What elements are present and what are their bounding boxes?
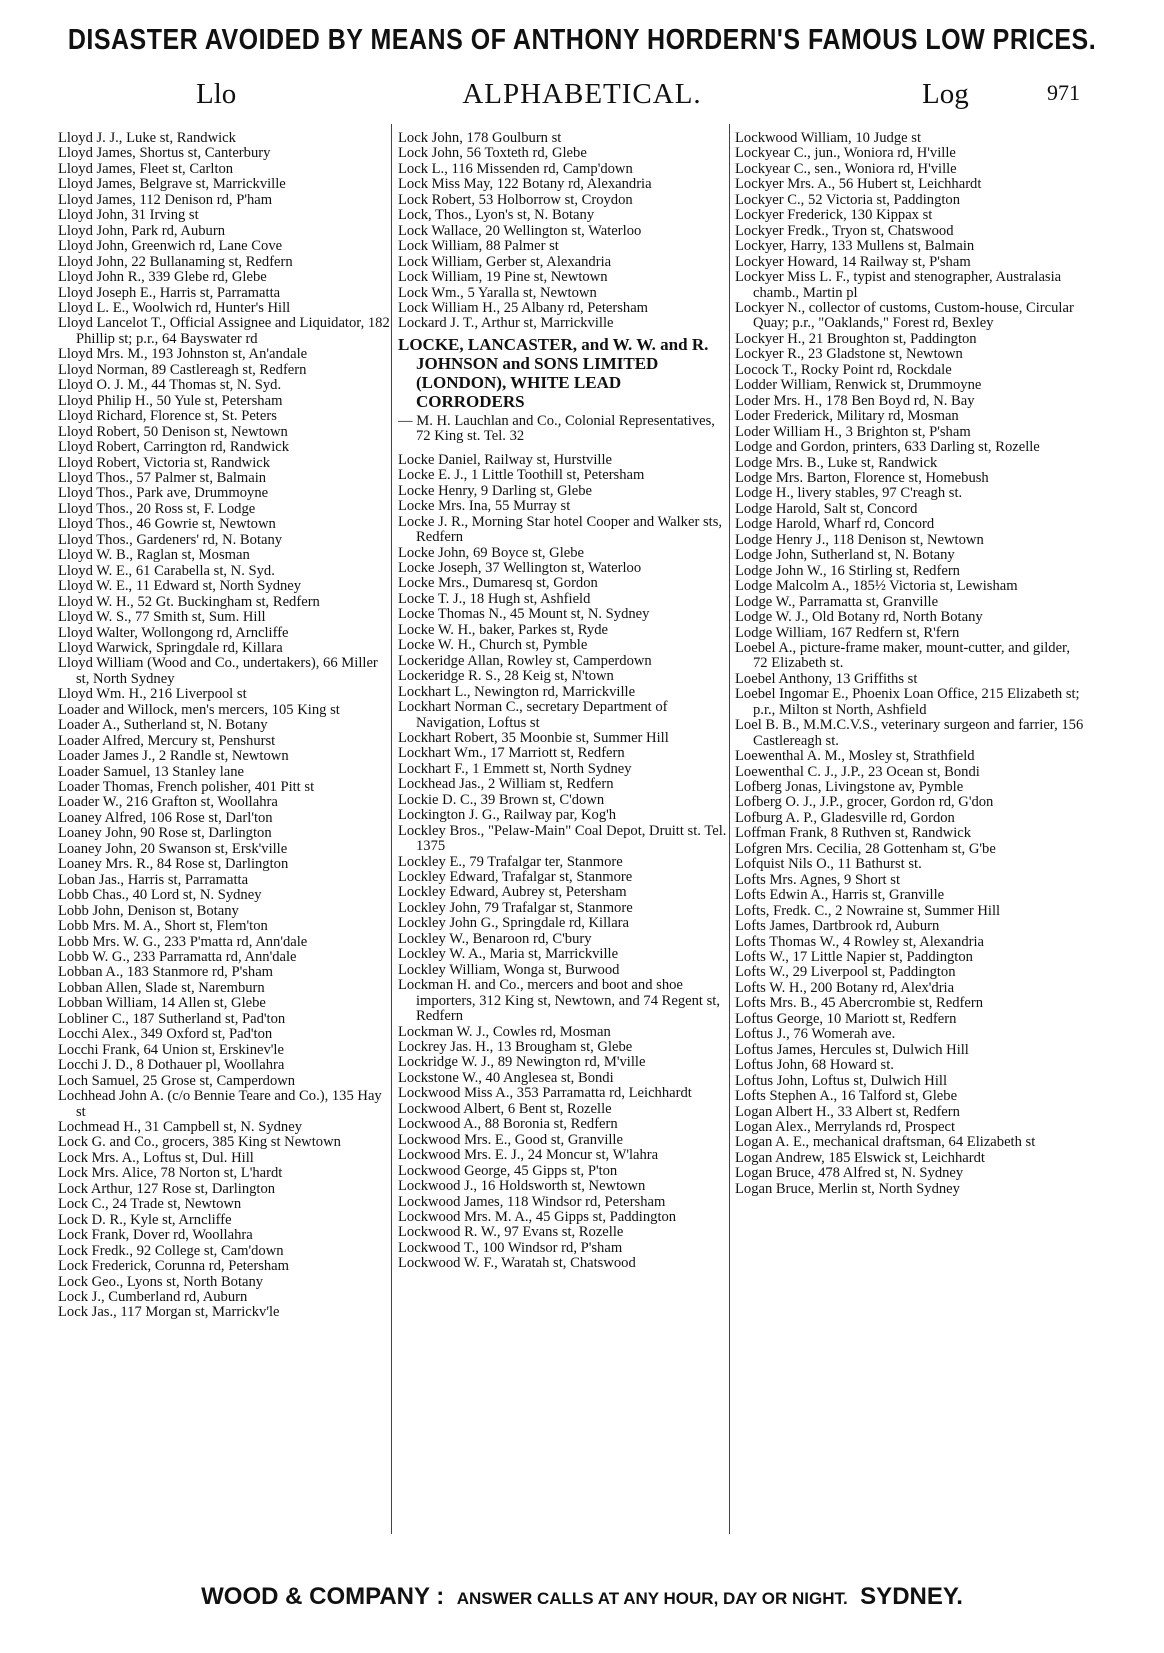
directory-entry: Lockyer Frederick, 130 Kippax st <box>735 207 933 224</box>
directory-entry: Loch Samuel, 25 Grose st, Camperdown <box>58 1072 296 1089</box>
directory-entry: Logan Andrew, 185 Elswick st, Leichhardt <box>735 1149 985 1166</box>
directory-entry: Lockridge W. J., 89 Newington rd, M'ville <box>398 1054 646 1071</box>
directory-entry: Loftus J., 76 Womerah ave. <box>735 1026 896 1043</box>
directory-entry: Lloyd W. E., 61 Carabella st, N. Syd. <box>58 562 275 579</box>
directory-entry: Lockhead Jas., 2 William st, Redfern <box>398 776 614 793</box>
directory-entry: Lodge John W., 16 Stirling st, Redfern <box>735 562 960 579</box>
directory-entry: Lofts Thomas W., 4 Rowley st, Alexandria <box>735 933 985 950</box>
directory-entry: Logan A. E., mechanical draftsman, 64 Elizabeth st <box>735 1134 1036 1151</box>
directory-entry: Lobb John, Denison st, Botany <box>58 902 239 919</box>
directory-entry: Lochhead John A. (c/o Bennie Teare and Co.), 135 Hay st <box>58 1088 382 1120</box>
directory-entry: Lockwood Miss A., 353 Parramatta rd, Leichhardt <box>398 1085 692 1102</box>
directory-entry: Lockley W., Benaroon rd, C'bury <box>398 930 592 947</box>
directory-entry: Lock Arthur, 127 Rose st, Darlington <box>58 1180 276 1197</box>
directory-entry: Lock John, 178 Goulburn st <box>398 130 562 146</box>
directory-entry: Lofts W., 17 Little Napier st, Paddington <box>735 949 973 966</box>
directory-entry: Locke Mrs., Dumaresq st, Gordon <box>398 575 598 592</box>
directory-entry: Lockyer C., 52 Victoria st, Paddington <box>735 191 961 208</box>
directory-entry: Lloyd Thos., 57 Palmer st, Balmain <box>58 469 267 486</box>
directory-entry: Lloyd Walter, Wollongong rd, Arncliffe <box>58 624 289 641</box>
directory-entry: Locke E. J., 1 Little Toothill st, Petersham <box>398 467 645 484</box>
directory-entry: Loftus John, 68 Howard st. <box>735 1057 894 1074</box>
directory-entry: Lockwood William, 10 Judge st <box>735 130 922 146</box>
header-section-title: ALPHABETICAL. <box>462 78 702 110</box>
directory-entry: Lock William, 19 Pine st, Newtown <box>398 269 608 286</box>
directory-entry: Lockyer, Harry, 133 Mullens st, Balmain <box>735 238 975 255</box>
directory-entry: Locke Henry, 9 Darling st, Glebe <box>398 482 592 499</box>
directory-entry: Lock William H., 25 Albany rd, Petersham <box>398 299 649 316</box>
directory-entry: Lloyd John, Greenwich rd, Lane Cove <box>58 238 283 255</box>
directory-entry: Lockwood R. W., 97 Evans st, Rozelle <box>398 1224 624 1241</box>
directory-entry: Lock Fredk., 92 College st, Cam'down <box>58 1242 284 1259</box>
directory-entry: Loader and Willock, men's mercers, 105 King st <box>58 701 340 718</box>
directory-entry: Locchi Frank, 64 Union st, Erskinev'le <box>58 1041 284 1058</box>
directory-entry: Lockington J. G., Railway par, Kog'h <box>398 807 617 824</box>
directory-entry: Lockhart Wm., 17 Marriott st, Redfern <box>398 745 625 762</box>
directory-entry: Loel B. B., M.M.C.V.S., veterinary surgeon and farrier, 156 Castlereagh st. <box>735 717 1084 749</box>
directory-entry: Lockley John G., Springdale rd, Killara <box>398 915 630 932</box>
directory-entry: Lockley Edward, Trafalgar st, Stanmore <box>398 869 633 886</box>
directory-entry: Lofts Stephen A., 16 Talford st, Glebe <box>735 1088 958 1105</box>
directory-entry: Lofgren Mrs. Cecilia, 28 Gottenham st, G'be <box>735 840 996 857</box>
column-divider <box>729 124 730 1534</box>
directory-entry: Lobban A., 183 Stanmore rd, P'sham <box>58 964 274 981</box>
directory-entry: Lockyear C., sen., Woniora rd, H'ville <box>735 160 957 177</box>
directory-entry: Lodge Mrs. Barton, Florence st, Homebush <box>735 469 989 486</box>
directory-entry: Lock Jas., 117 Morgan st, Marrickv'le <box>58 1304 280 1321</box>
directory-entry: Lockwood A., 88 Boronia st, Redfern <box>398 1116 618 1133</box>
directory-entry: Locock T., Rocky Point rd, Rockdale <box>735 361 952 378</box>
header-right-guide-word: Log <box>922 78 969 110</box>
directory-entry: Logan Bruce, 478 Alfred st, N. Sydney <box>735 1165 964 1182</box>
directory-entry: Lock Wm., 5 Yaralla st, Newtown <box>398 284 597 301</box>
directory-entry: Lofberg Jonas, Livingstone av, Pymble <box>735 779 964 796</box>
directory-entry: Lofts James, Dartbrook rd, Auburn <box>735 918 940 935</box>
directory-entry: Lockwood Mrs. E. J., 24 Moncur st, W'lahra <box>398 1147 659 1164</box>
directory-entry: Loaney John, 20 Swanson st, Ersk'ville <box>58 840 288 857</box>
bottom-banner-company: WOOD & COMPANY : <box>201 1583 445 1610</box>
directory-entry: Loffman Frank, 8 Ruthven st, Randwick <box>735 825 972 842</box>
directory-entry: Lofts, Fredk. C., 2 Nowraine st, Summer Hill <box>735 902 1001 919</box>
directory-entry: Lofts Mrs. Agnes, 9 Short st <box>735 871 900 888</box>
page-header <box>0 78 1164 114</box>
directory-entry: Lodge Mrs. B., Luke st, Randwick <box>735 454 938 471</box>
bottom-banner-city: SYDNEY. <box>860 1583 963 1610</box>
directory-entry: Lloyd Thos., 20 Ross st, F. Lodge <box>58 500 256 517</box>
directory-entry: Lloyd L. E., Woolwich rd, Hunter's Hill <box>58 299 291 316</box>
directory-entry: Loewenthal A. M., Mosley st, Strathfield <box>735 748 975 765</box>
directory-entry: Lofts Mrs. B., 45 Abercrombie st, Redfern <box>735 995 984 1012</box>
directory-entry: Lodge William, 167 Redfern st, R'fern <box>735 624 960 641</box>
directory-entry: Lodge W. J., Old Botany rd, North Botany <box>735 609 983 626</box>
directory-entry: Logan Bruce, Merlin st, North Sydney <box>735 1180 960 1197</box>
directory-entry: Lockwood W. F., Waratah st, Chatswood <box>398 1255 636 1272</box>
directory-entry: Lloyd John, 22 Bullanaming st, Redfern <box>58 253 293 270</box>
directory-entry: Lodge and Gordon, printers, 633 Darling st, Rozelle <box>735 439 1040 456</box>
directory-entry: Lock Miss May, 122 Botany rd, Alexandria <box>398 176 652 193</box>
directory-entry: Lockwood George, 45 Gipps st, P'ton <box>398 1162 618 1179</box>
directory-entry: Lofburg A. P., Gladesville rd, Gordon <box>735 809 955 826</box>
directory-entry: Lloyd James, 112 Denison rd, P'ham <box>58 191 273 208</box>
directory-entry: Lloyd William (Wood and Co., undertakers), 66 Miller st, North Sydney <box>58 655 378 687</box>
directory-entry: Locke T. J., 18 Hugh st, Ashfield <box>398 590 591 607</box>
directory-entry: Lock Frederick, Corunna rd, Petersham <box>58 1258 289 1275</box>
directory-entry: Loebel Ingomar E., Phoenix Loan Office, 215 Elizabeth st; p.r., Milton st North, Ashfield <box>735 686 1080 718</box>
directory-entry: Lloyd John R., 339 Glebe rd, Glebe <box>58 269 267 286</box>
directory-entry: Lloyd W. S., 77 Smith st, Sum. Hill <box>58 609 266 626</box>
directory-entry: Lloyd Thos., Park ave, Drummoyne <box>58 485 269 502</box>
directory-entry: Lockwood T., 100 Windsor rd, P'sham <box>398 1239 623 1256</box>
directory-entry: Loebel Anthony, 13 Griffiths st <box>735 670 918 687</box>
directory-entry: Locke Daniel, Railway st, Hurstville <box>398 451 612 468</box>
directory-entry: Lock Frank, Dover rd, Woollahra <box>58 1227 253 1244</box>
directory-entry: Lockrey Jas. H., 13 Brougham st, Glebe <box>398 1039 633 1056</box>
directory-entry: Lock Mrs. Alice, 78 Norton st, L'hardt <box>58 1165 283 1182</box>
directory-entry: Lockwood Mrs. E., Good st, Granville <box>398 1131 623 1148</box>
directory-entry: Lobb Chas., 40 Lord st, N. Sydney <box>58 887 262 904</box>
directory-entry: Lockhart Robert, 35 Moonbie st, Summer Hill <box>398 729 669 746</box>
directory-entry: Loader W., 216 Grafton st, Woollahra <box>58 794 278 811</box>
directory-entry: Lock John, 56 Toxteth rd, Glebe <box>398 145 587 162</box>
directory-entry: Lockwood J., 16 Holdsworth st, Newtown <box>398 1178 646 1195</box>
directory-entry: Loader James J., 2 Randle st, Newtown <box>58 748 289 765</box>
directory-entry: Locchi J. D., 8 Dothauer pl, Woollahra <box>58 1057 285 1074</box>
bottom-advertisement-banner <box>0 1583 1164 1611</box>
directory-entry: Lockley John, 79 Trafalgar st, Stanmore <box>398 899 633 916</box>
directory-entry: Locke Thomas N., 45 Mount st, N. Sydney <box>398 606 650 623</box>
directory-entry: Lofberg O. J., J.P., grocer, Gordon rd, G'don <box>735 794 994 811</box>
directory-entry: Lockyer N., collector of customs, Custom-house, Circular Quay; p.r., "Oaklands," Forest rd, Bexley <box>735 299 1074 332</box>
directory-entry: Lloyd Thos., Gardeners' rd, N. Botany <box>58 531 283 548</box>
directory-entry: Lobban Allen, Slade st, Naremburn <box>58 979 265 996</box>
directory-entry: Lockyer R., 23 Gladstone st, Newtown <box>735 346 963 363</box>
directory-entry: Lloyd Lancelot T., Official Assignee and Liquidator, 182 Phillip st; p.r., 64 Bayswater rd <box>58 315 390 347</box>
directory-entry: Lock Geo., Lyons st, North Botany <box>58 1273 264 1290</box>
directory-entry: Lloyd W. E., 11 Edward st, North Sydney <box>58 578 302 595</box>
directory-entry: Lock C., 24 Trade st, Newtown <box>58 1196 242 1213</box>
directory-entry: Lockyear C., jun., Woniora rd, H'ville <box>735 145 956 162</box>
directory-entry: Lock Robert, 53 Holborrow st, Croydon <box>398 191 633 208</box>
directory-entry: Loewenthal C. J., J.P., 23 Ocean st, Bondi <box>735 763 980 780</box>
directory-entry: Lloyd Joseph E., Harris st, Parramatta <box>58 284 281 301</box>
directory-entry: Lloyd Norman, 89 Castlereagh st, Redfern <box>58 361 307 378</box>
directory-entry: Logan Alex., Merrylands rd, Prospect <box>735 1119 956 1135</box>
directory-entry: Lodge H., livery stables, 97 C'reagh st. <box>735 485 963 502</box>
directory-entry: Loder Mrs. H., 178 Ben Boyd rd, N. Bay <box>735 392 975 409</box>
header-left-guide-word: Llo <box>196 78 237 110</box>
directory-entry: LOCKE, LANCASTER, and W. W. and R. JOHNSON and SONS LIMITED (LONDON), WHITE LEAD CORRODERS <box>398 334 709 411</box>
directory-entry: Lofts Edwin A., Harris st, Granville <box>735 887 945 904</box>
directory-entry: Lodge Malcolm A., 185½ Victoria st, Lewisham <box>735 578 1018 595</box>
directory-entry: Loader Samuel, 13 Stanley lane <box>58 763 245 780</box>
directory-entry: Lloyd Richard, Florence st, St. Peters <box>58 408 277 425</box>
directory-entry: Loaney John, 90 Rose st, Darlington <box>58 825 272 842</box>
directory-entry: Lockyer Mrs. A., 56 Hubert st, Leichhardt <box>735 176 982 193</box>
directory-entry: Lodge Harold, Salt st, Concord <box>735 500 918 517</box>
directory-entry: Locke J. R., Morning Star hotel Cooper and Walker sts, Redfern <box>398 513 723 546</box>
directory-entry: Locke Joseph, 37 Wellington st, Waterloo <box>398 559 642 576</box>
directory-entry: Lloyd Robert, Carrington rd, Randwick <box>58 439 290 456</box>
directory-entry: Lock J., Cumberland rd, Auburn <box>58 1288 248 1305</box>
directory-entry: Lloyd John, 31 Irving st <box>58 207 199 224</box>
directory-entry: Lockley Edward, Aubrey st, Petersham <box>398 884 627 901</box>
directory-entry: Lobb W. G., 233 Parramatta rd, Ann'dale <box>58 949 297 966</box>
directory-entry: Lofts W., 29 Liverpool st, Paddington <box>735 964 956 981</box>
directory-entry: Loftus James, Hercules st, Dulwich Hill <box>735 1041 969 1058</box>
directory-entry: Lockyer Miss L. F., typist and stenographer, Australasia chamb., Martin pl <box>735 269 1062 301</box>
directory-entry: Lockyer H., 21 Broughton st, Paddington <box>735 330 977 347</box>
directory-entry: Loftus John, Loftus st, Dulwich Hill <box>735 1072 948 1089</box>
directory-column-2 <box>398 131 728 1272</box>
directory-entry: Lloyd James, Belgrave st, Marrickville <box>58 176 286 193</box>
directory-entry: Locchi Alex., 349 Oxford st, Pad'ton <box>58 1026 273 1043</box>
directory-entry: Lockwood Albert, 6 Bent st, Rozelle <box>398 1100 612 1117</box>
directory-entry: Lock D. R., Kyle st, Arncliffe <box>58 1211 232 1228</box>
directory-column-1 <box>58 131 393 1321</box>
directory-entry: Lloyd James, Fleet st, Carlton <box>58 160 234 177</box>
directory-entry: Lloyd Robert, 50 Denison st, Newtown <box>58 423 288 440</box>
directory-entry: Loban Jas., Harris st, Parramatta <box>58 871 249 888</box>
directory-entry: Lockstone W., 40 Anglesea st, Bondi <box>398 1069 614 1086</box>
directory-entry: Lloyd Thos., 46 Gowrie st, Newtown <box>58 516 276 533</box>
directory-entry: Loaney Alfred, 106 Rose st, Darl'ton <box>58 809 273 826</box>
directory-entry: Locke W. H., Church st, Pymble <box>398 637 588 654</box>
directory-entry: Lockley Bros., "Pelaw-Main" Coal Depot, Druitt st. Tel. 1375 <box>398 822 727 855</box>
directory-entry: Lock William, Gerber st, Alexandria <box>398 253 612 270</box>
directory-entry: Lodder William, Renwick st, Drummoyne <box>735 377 982 394</box>
directory-entry: Lloyd O. J. M., 44 Thomas st, N. Syd. <box>58 377 282 394</box>
directory-entry: Lloyd Mrs. M., 193 Johnston st, An'andale <box>58 346 308 363</box>
directory-entry: Lloyd Robert, Victoria st, Randwick <box>58 454 271 471</box>
directory-entry: Lockyer Howard, 14 Railway st, P'sham <box>735 253 971 270</box>
directory-entry: Lloyd W. H., 52 Gt. Buckingham st, Redfern <box>58 593 320 610</box>
directory-entry: Lockeridge R. S., 28 Keig st, N'town <box>398 668 614 685</box>
directory-entry: Locke John, 69 Boyce st, Glebe <box>398 544 585 561</box>
directory-entry: Loftus George, 10 Mariott st, Redfern <box>735 1010 957 1027</box>
top-advertisement-banner: DISASTER AVOIDED BY MEANS OF ANTHONY HORDERN'S FAMOUS LOW PRICES. <box>67 23 1097 57</box>
directory-entry: Lobban William, 14 Allen st, Glebe <box>58 995 266 1012</box>
directory-entry: Lodge Harold, Wharf rd, Concord <box>735 516 935 533</box>
directory-entry: Lockhart F., 1 Emmett st, North Sydney <box>398 760 632 777</box>
directory-entry: Loaney Mrs. R., 84 Rose st, Darlington <box>58 856 289 873</box>
directory-entry: Lodge John, Sutherland st, N. Botany <box>735 547 955 564</box>
directory-column-3 <box>735 131 1087 1197</box>
directory-entry: Lodge Henry J., 118 Denison st, Newtown <box>735 531 984 548</box>
directory-entry: Lock, Thos., Lyon's st, N. Botany <box>398 207 595 224</box>
directory-entry: Lockard J. T., Arthur st, Marrickville <box>398 315 614 332</box>
directory-entry: Loader Alfred, Mercury st, Penshurst <box>58 732 276 749</box>
directory-entry: Lock G. and Co., grocers, 385 King st Newtown <box>58 1134 341 1151</box>
directory-entry: Lockman W. J., Cowles rd, Mosman <box>398 1023 611 1040</box>
directory-entry: Loder Frederick, Military rd, Mosman <box>735 408 959 425</box>
directory-entry: Lobb Mrs. W. G., 233 P'matta rd, Ann'dale <box>58 933 308 950</box>
directory-entry: Lockie D. C., 39 Brown st, C'down <box>398 791 605 808</box>
directory-entry: Lockhart L., Newington rd, Marrickville <box>398 683 636 700</box>
directory-entry: Lockley William, Wonga st, Burwood <box>398 961 620 978</box>
directory-entry: Lock Wallace, 20 Wellington st, Waterloo <box>398 222 642 239</box>
directory-entry: Lockyer Fredk., Tryon st, Chatswood <box>735 222 954 239</box>
directory-entry: Lloyd Wm. H., 216 Liverpool st <box>58 686 247 703</box>
directory-entry: Lockman H. and Co., mercers and boot and shoe importers, 312 King st, Newtown, and 74 Regent st, Redfern <box>398 977 721 1025</box>
directory-entry: Lloyd Philip H., 50 Yule st, Petersham <box>58 392 283 409</box>
directory-entry: Lloyd Warwick, Springdale rd, Killara <box>58 639 283 656</box>
directory-entry: Logan Albert H., 33 Albert st, Redfern <box>735 1103 960 1120</box>
directory-entry: Lock L., 116 Missenden rd, Camp'down <box>398 160 633 177</box>
directory-entry: Lockwood Mrs. M. A., 45 Gipps st, Paddington <box>398 1209 677 1225</box>
directory-entry: Lockley E., 79 Trafalgar ter, Stanmore <box>398 853 623 870</box>
directory-entry: Lloyd James, Shortus st, Canterbury <box>58 145 271 162</box>
directory-entry: Lloyd J. J., Luke st, Randwick <box>58 130 236 146</box>
directory-entry: Lockhart Norman C., secretary Department of Navigation, Loftus st <box>398 699 668 731</box>
directory-entry: Loader A., Sutherland st, N. Botany <box>58 717 268 734</box>
page-number: 971 <box>1047 80 1080 105</box>
directory-entry: — M. H. Lauchlan and Co., Colonial Representatives, 72 King st. Tel. 32 <box>398 412 715 445</box>
directory-entry: Lochmead H., 31 Campbell st, N. Sydney <box>58 1119 303 1135</box>
bottom-banner-tagline: ANSWER CALLS AT ANY HOUR, DAY OR NIGHT. <box>456 1589 848 1608</box>
directory-entry: Lock William, 88 Palmer st <box>398 238 559 255</box>
directory-entry: Locke Mrs. Ina, 55 Murray st <box>398 498 571 515</box>
directory-entry: Locke W. H., baker, Parkes st, Ryde <box>398 621 608 638</box>
directory-entry: Lloyd John, Park rd, Auburn <box>58 222 226 239</box>
directory-entry: Lockeridge Allan, Rowley st, Camperdown <box>398 652 652 669</box>
directory-entry: Lock Mrs. A., Loftus st, Dul. Hill <box>58 1149 254 1166</box>
directory-entry: Lobb Mrs. M. A., Short st, Flem'ton <box>58 918 268 935</box>
directory-entry: Lloyd W. B., Raglan st, Mosman <box>58 547 250 564</box>
directory-entry: Loader Thomas, French polisher, 401 Pitt st <box>58 779 315 796</box>
directory-entry: Lofts W. H., 200 Botany rd, Alex'dria <box>735 979 955 996</box>
directory-entry: Lobliner C., 187 Sutherland st, Pad'ton <box>58 1010 286 1027</box>
directory-entry: Lodge W., Parramatta st, Granville <box>735 593 939 610</box>
directory-entry: Lockley W. A., Maria st, Marrickville <box>398 946 619 963</box>
directory-entry: Loder William H., 3 Brighton st, P'sham <box>735 423 971 440</box>
directory-entry: Lofquist Nils O., 11 Bathurst st. <box>735 856 922 873</box>
directory-entry: Lockwood James, 118 Windsor rd, Petersham <box>398 1193 666 1210</box>
directory-entry: Loebel A., picture-frame maker, mount-cutter, and gilder, 72 Elizabeth st. <box>735 639 1070 672</box>
